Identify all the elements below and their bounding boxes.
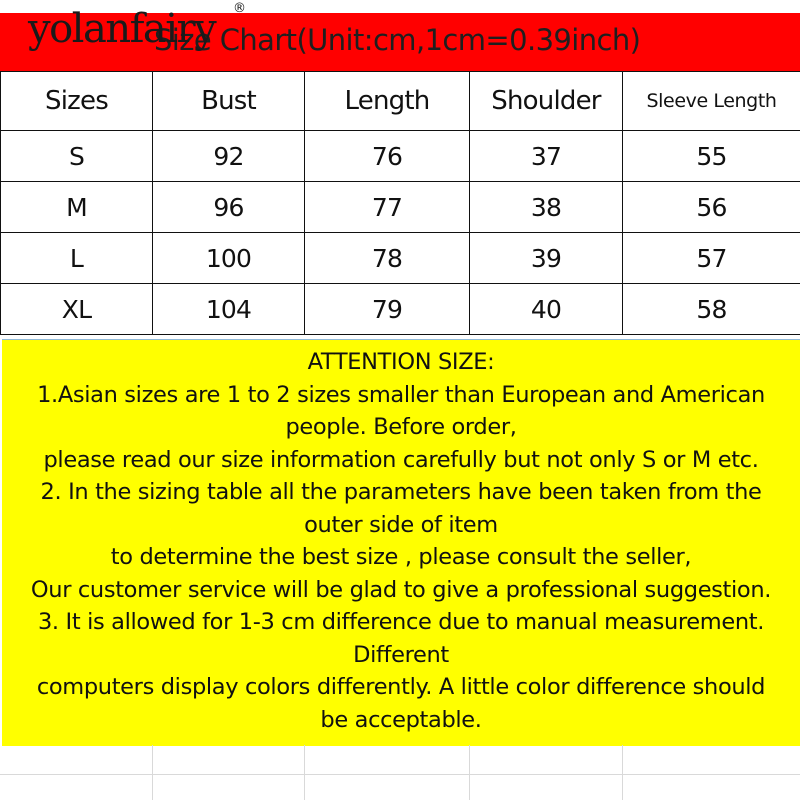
cell-length: 78 [305,233,470,284]
cell-bust: 104 [153,284,305,335]
cell-sleeve-length: 56 [623,182,800,233]
attention-notice [2,339,800,746]
cell-shoulder: 38 [470,182,623,233]
attention-line: Different [353,641,449,668]
gridline [304,745,305,800]
attention-line: to determine the best size , please consult the seller, [110,544,692,570]
gridline [0,774,800,775]
cell-length: 79 [305,284,470,335]
registered-mark: ® [233,1,246,16]
cell-size: L [1,233,153,284]
size-chart-title: Size Chart(Unit:cm,1cm=0.39inch) [154,23,641,57]
attention-line: be acceptable. [320,706,482,733]
cell-sleeve-length: 55 [623,131,800,182]
cell-shoulder: 40 [470,284,623,335]
cell-size: S [1,131,153,182]
brand-watermark: yolanfairy [28,6,216,52]
gridline [622,745,623,800]
attention-line: people. Before order, [285,414,517,440]
table-row [1,233,800,284]
table-row [1,284,800,335]
cell-size: M [1,182,153,233]
cell-bust: 96 [153,182,305,233]
cell-bust: 92 [153,131,305,182]
cell-sleeve-length: 57 [623,233,800,284]
cell-bust: 100 [153,233,305,284]
cell-length: 77 [305,182,470,233]
attention-line: 2. In the sizing table all the parameters have been taken from the [40,479,762,505]
spreadsheet-gridlines [0,745,800,800]
attention-line: please read our size information carefully but not only S or M etc. [43,446,759,473]
attention-text [2,340,800,736]
column-header-sleeve-length: Sleeve Length [623,72,800,131]
gridline [152,745,153,800]
column-header-sizes: Sizes [1,72,153,131]
table-row [1,182,800,233]
attention-line: Our customer service will be glad to give a professional suggestion. [30,576,772,603]
attention-line: 3. It is allowed for 1-3 cm difference due to manual measurement. [37,609,765,635]
attention-line: 1.Asian sizes are 1 to 2 sizes smaller than European and American [37,381,765,408]
cell-shoulder: 39 [470,233,623,284]
cell-sleeve-length: 58 [623,284,800,335]
attention-line: outer side of item [304,511,498,538]
column-header-shoulder: Shoulder [470,72,623,131]
column-header-bust: Bust [153,72,305,131]
cell-shoulder: 37 [470,131,623,182]
table-row [1,131,800,182]
gridline [469,745,470,800]
cell-size: XL [1,284,153,335]
cell-length: 76 [305,131,470,182]
table-header-row [1,72,800,131]
attention-line: computers display colors differently. A little color difference should [36,674,766,700]
column-header-length: Length [305,72,470,131]
size-table [0,71,800,335]
attention-heading: ATTENTION SIZE: [307,349,495,375]
